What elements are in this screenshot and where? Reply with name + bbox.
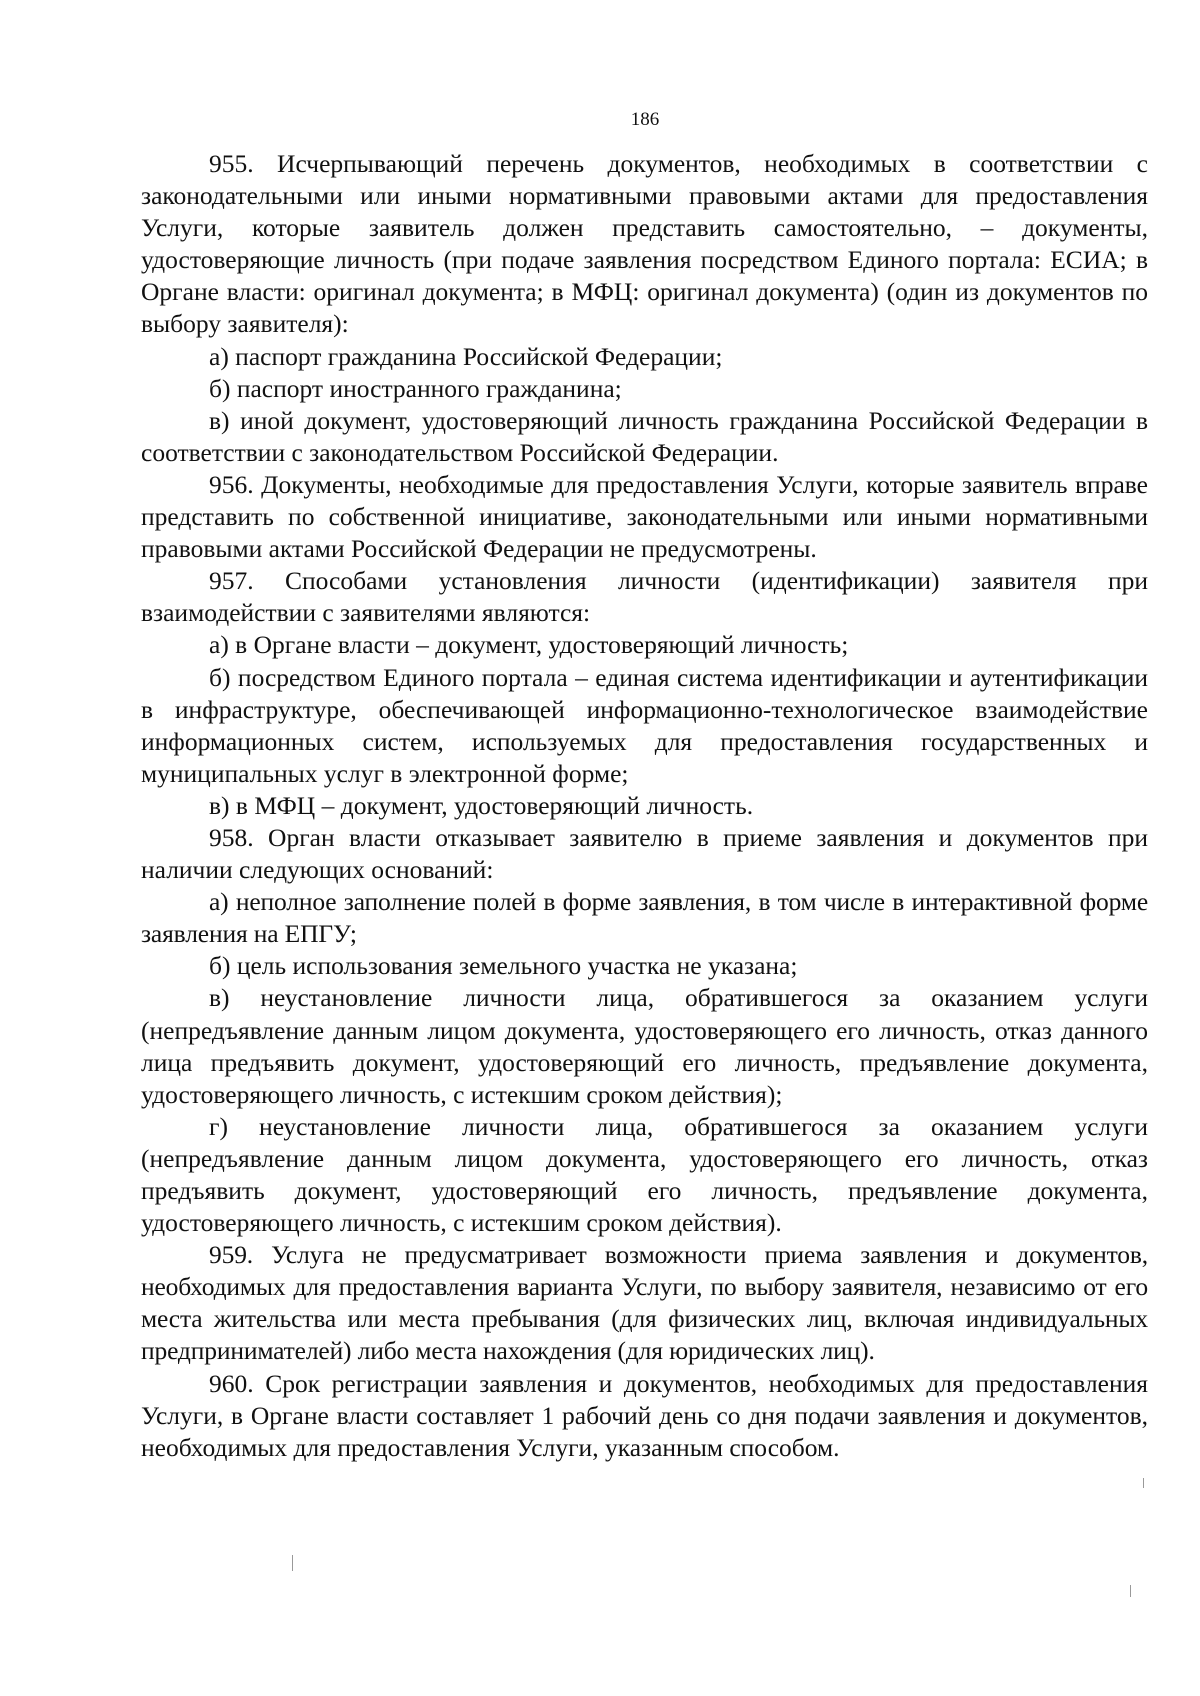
scan-speck xyxy=(292,1555,293,1571)
list-item-957-a: а) в Органе власти – документ, удостоверяющий личность; xyxy=(209,630,849,660)
paragraph-959: 959. Услуга не предусматривает возможности приема заявления и документов, необходимых для предоставления варианта Услуги, по выбору заявителя, независимо от его места жительства или места пребывания (для физических лиц, включая индивидуальных предпринимателей) либо места нахождения (для юридических лиц). xyxy=(141,1240,1148,1366)
list-item-958-a: а) неполное заполнение полей в форме заявления, в том числе в интерактивной форме заявления на ЕПГУ; xyxy=(141,887,1148,949)
list-item-958-b: б) цель использования земельного участка не указана; xyxy=(209,951,798,981)
list-item-955-a: а) паспорт гражданина Российской Федерации; xyxy=(209,341,723,371)
paragraph-958: 958. Орган власти отказывает заявителю в приеме заявления и документов при наличии следующих оснований: xyxy=(141,822,1148,885)
paragraph-960: 960. Срок регистрации заявления и документов, необходимых для предоставления Услуги, в Органе власти составляет 1 рабочий день со дня подачи заявления и документов, необходимых для предоставления Услуги, указанным способом. xyxy=(141,1368,1148,1462)
list-item-958-g: г) неустановление личности лица, обратившегося за оказанием услуги (непредъявление данным лицом документа, удостоверяющего его личность, отказ предъявить документ, удостоверяющий его личность, предъявление документа, удостоверяющего личность, с истекшим сроком действия). xyxy=(141,1111,1148,1238)
list-item-955-v: в) иной документ, удостоверяющий личность гражданина Российской Федерации в соответствии с законодательством Российской Федерации. xyxy=(141,405,1148,467)
list-item-957-v: в) в МФЦ – документ, удостоверяющий личность. xyxy=(209,790,754,820)
list-item-958-v: в) неустановление личности лица, обратившегося за оказанием услуги (непредъявление данным лицом документа, удостоверяющего его личность, отказ данного лица предъявить документ, удостоверяющий его личность, предъявление документа, удостоверяющего личность, с истекшим сроком действия); xyxy=(141,983,1148,1109)
scan-speck xyxy=(1143,1478,1144,1488)
paragraph-955: 955. Исчерпывающий перечень документов, необходимых в соответствии с законодательными или иными нормативными правовыми актами для предоставления Услуги, которые заявитель должен представить самостоятельно, – документы, удостоверяющие личность (при подаче заявления посредством Единого портала: ЕСИА; в Органе власти: оригинал документа; в МФЦ: оригинал документа) (один из документов по выбору заявителя): xyxy=(141,149,1148,339)
paragraph-957: 957. Способами установления личности (идентификации) заявителя при взаимодействии с заявителями являются: xyxy=(141,566,1148,628)
page-number: 186 xyxy=(630,109,660,130)
list-item-957-b: б) посредством Единого портала – единая система идентификации и аутентификации в инфраструктуре, обеспечивающей информационно-технологическое взаимодействие информационных систем, используемых для предоставления государственных и муниципальных услуг в электронной форме; xyxy=(141,662,1148,788)
paragraph-956: 956. Документы, необходимые для предоставления Услуги, которые заявитель вправе представить по собственной инициативе, законодательными или иными нормативными правовыми актами Российской Федерации не предусмотрены. xyxy=(141,469,1148,564)
scan-speck xyxy=(1130,1585,1131,1597)
list-item-955-b: б) паспорт иностранного гражданина; xyxy=(209,373,622,403)
document-body xyxy=(141,148,1148,1464)
